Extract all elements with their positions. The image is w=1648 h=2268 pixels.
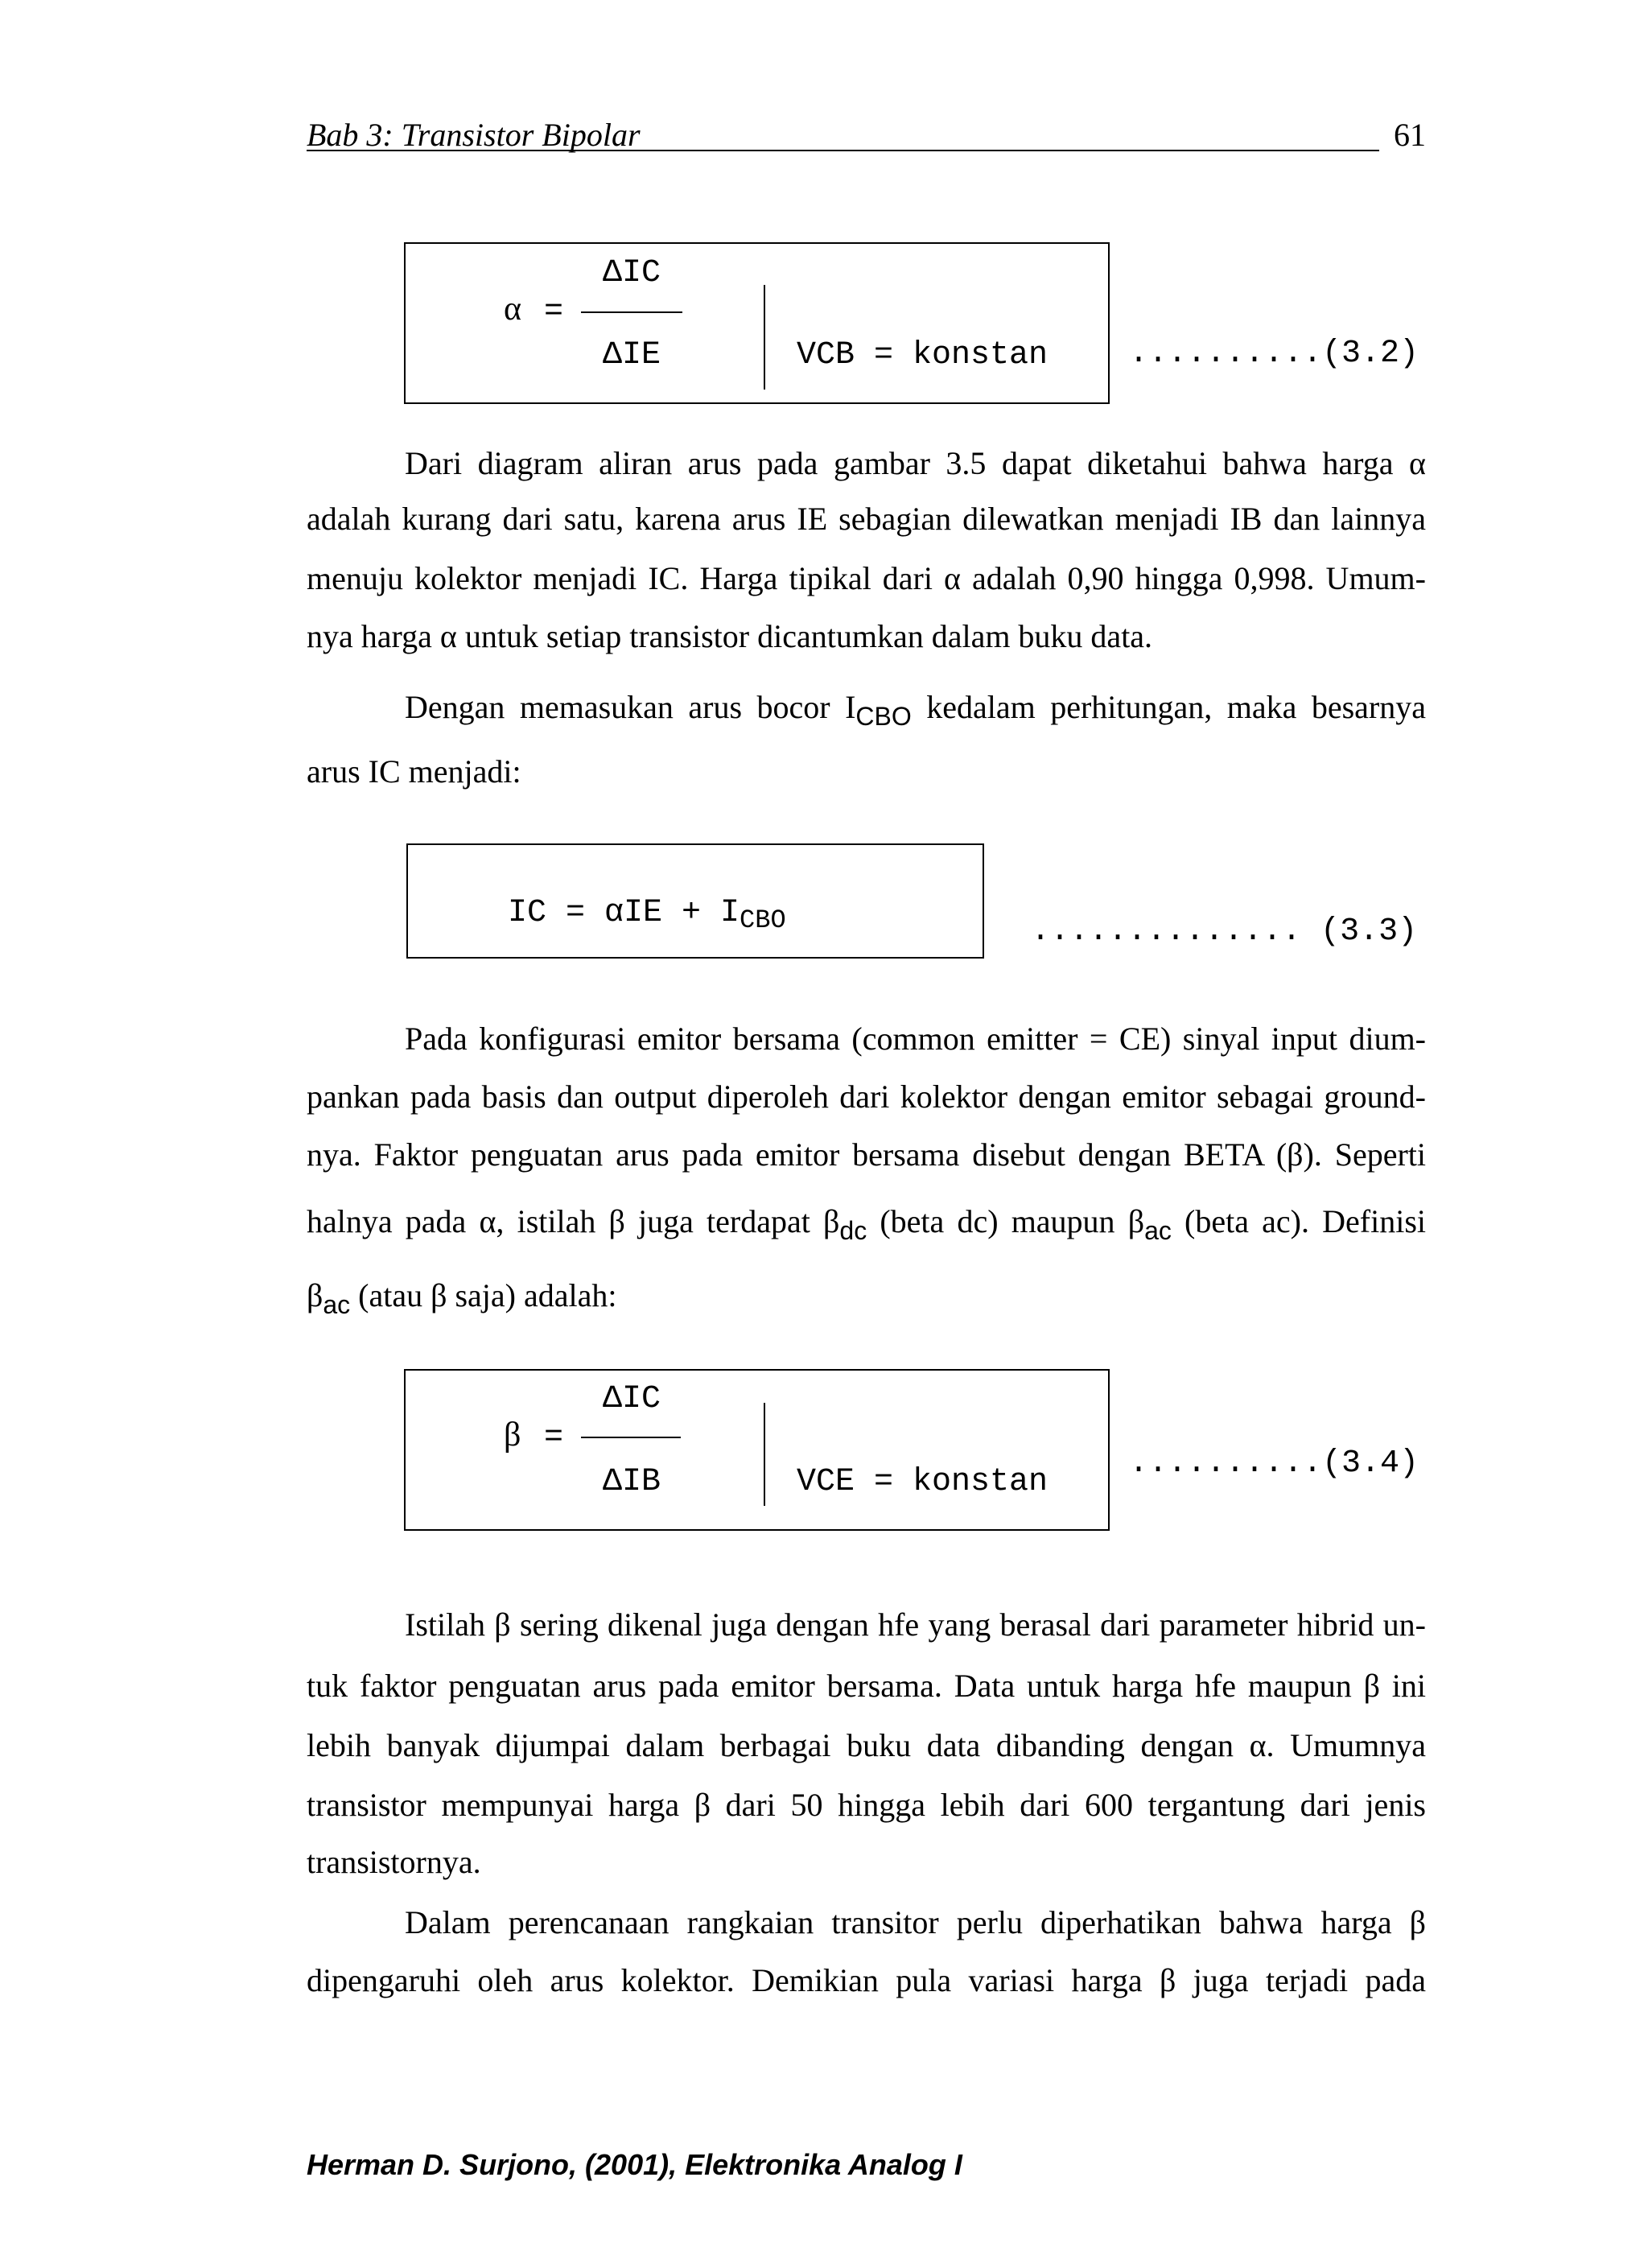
fraction-bar [581,311,682,313]
fraction-numerator: ΔIC [603,1381,661,1417]
paragraph-3-line-3: nya. Faktor penguatan arus pada emitor bersama disebut dengan BETA (β). Seperti [307,1136,1426,1173]
equation-condition: VCE = konstan [797,1464,1049,1500]
text-segment: kedalam perhitungan, maka besarnya [911,689,1427,725]
text-segment: Dengan memasukan arus bocor I [405,689,856,725]
paragraph-3-line-4 [307,1202,1427,1245]
text-segment: β [307,1277,323,1313]
paragraph-3-line-1: Pada konfigurasi emitor bersama (common emitter = CE) sinyal input dium- [405,1021,1426,1057]
equation-box [404,242,1110,404]
equation-number: ..........(3.2) [1129,336,1419,372]
equation-condition: VCB = konstan [797,337,1049,373]
text-segment: (beta ac). Definisi [1171,1203,1427,1239]
equation-number: .............. (3.3) [1031,913,1418,950]
running-header-title: Bab 3: Transistor Bipolar [307,119,1379,151]
text-segment: (beta dc) maupun β [867,1203,1145,1239]
page-number: 61 [1394,117,1426,153]
text-segment: (atau β saja) adalah: [350,1277,617,1313]
subscript: CBO [855,702,912,731]
expression-text: IC = αIE + I [508,895,740,931]
paragraph-4-line-1: Istilah β sering dikenal juga dengan hfe yang berasal dari parameter hibrid un- [405,1606,1426,1643]
equation-expression [508,894,786,933]
paragraph-1-line-2: adalah kurang dari satu, karena arus IE sebagian dilewatkan menjadi IB dan lainnya [307,501,1426,537]
equation-number: ..........(3.4) [1129,1445,1419,1482]
paragraph-1-line-4: nya harga α untuk setiap transistor dicantumkan dalam buku data. [307,618,1153,654]
text-segment: halnya pada α, istilah β juga terdapat β [307,1203,840,1239]
paragraph-4-line-2: tuk faktor penguatan arus pada emitor bersama. Data untuk harga hfe maupun β ini [307,1668,1426,1704]
paragraph-5-line-1: Dalam perencanaan rangkaian transitor perlu diperhatikan bahwa harga β [405,1904,1426,1940]
equation-symbol: β [504,1416,521,1454]
subscript: ac [1144,1216,1172,1245]
subscript: CBO [740,905,786,935]
paragraph-5-line-2: dipengaruhi oleh arus kolektor. Demikian pula variasi harga β juga terjadi pada [307,1962,1426,1998]
paragraph-1-line-1: Dari diagram aliran arus pada gambar 3.5 dapat diketahui bahwa harga α [405,445,1426,481]
paragraph-2-line-1 [307,688,1427,731]
paragraph-4-line-3: lebih banyak dijumpai dalam berbagai buku data dibanding dengan α. Umumnya [307,1727,1426,1763]
condition-divider [764,1403,765,1506]
paragraph-1-line-3: menuju kolektor menjadi IC. Harga tipikal dari α adalah 0,90 hingga 0,998. Umum- [307,560,1426,596]
subscript: ac [323,1290,351,1319]
equation-symbol: α [504,291,522,328]
paragraph-4-line-4: transistor mempunyai harga β dari 50 hingga lebih dari 600 tergantung dari jenis [307,1787,1426,1823]
fraction-denominator: ΔIE [603,337,661,373]
paragraph-2-line-2: arus IC menjadi: [307,753,521,790]
equation-box [404,1369,1110,1531]
fraction-numerator: ΔIC [603,255,661,291]
subscript: dc [839,1216,867,1245]
fraction-bar [581,1437,681,1438]
fraction-denominator: ΔIB [603,1464,661,1500]
equation-box [406,843,984,959]
paragraph-4-line-5: transistornya. [307,1844,481,1880]
equals-sign: = [544,294,564,330]
condition-divider [764,285,765,390]
paragraph-3-line-5 [307,1276,1426,1319]
equals-sign: = [544,1420,564,1456]
paragraph-3-line-2: pankan pada basis dan output diperoleh dari kolektor dengan emitor sebagai ground- [307,1078,1426,1115]
footer-citation: Herman D. Surjono, (2001), Elektronika Analog I [307,2148,962,2181]
